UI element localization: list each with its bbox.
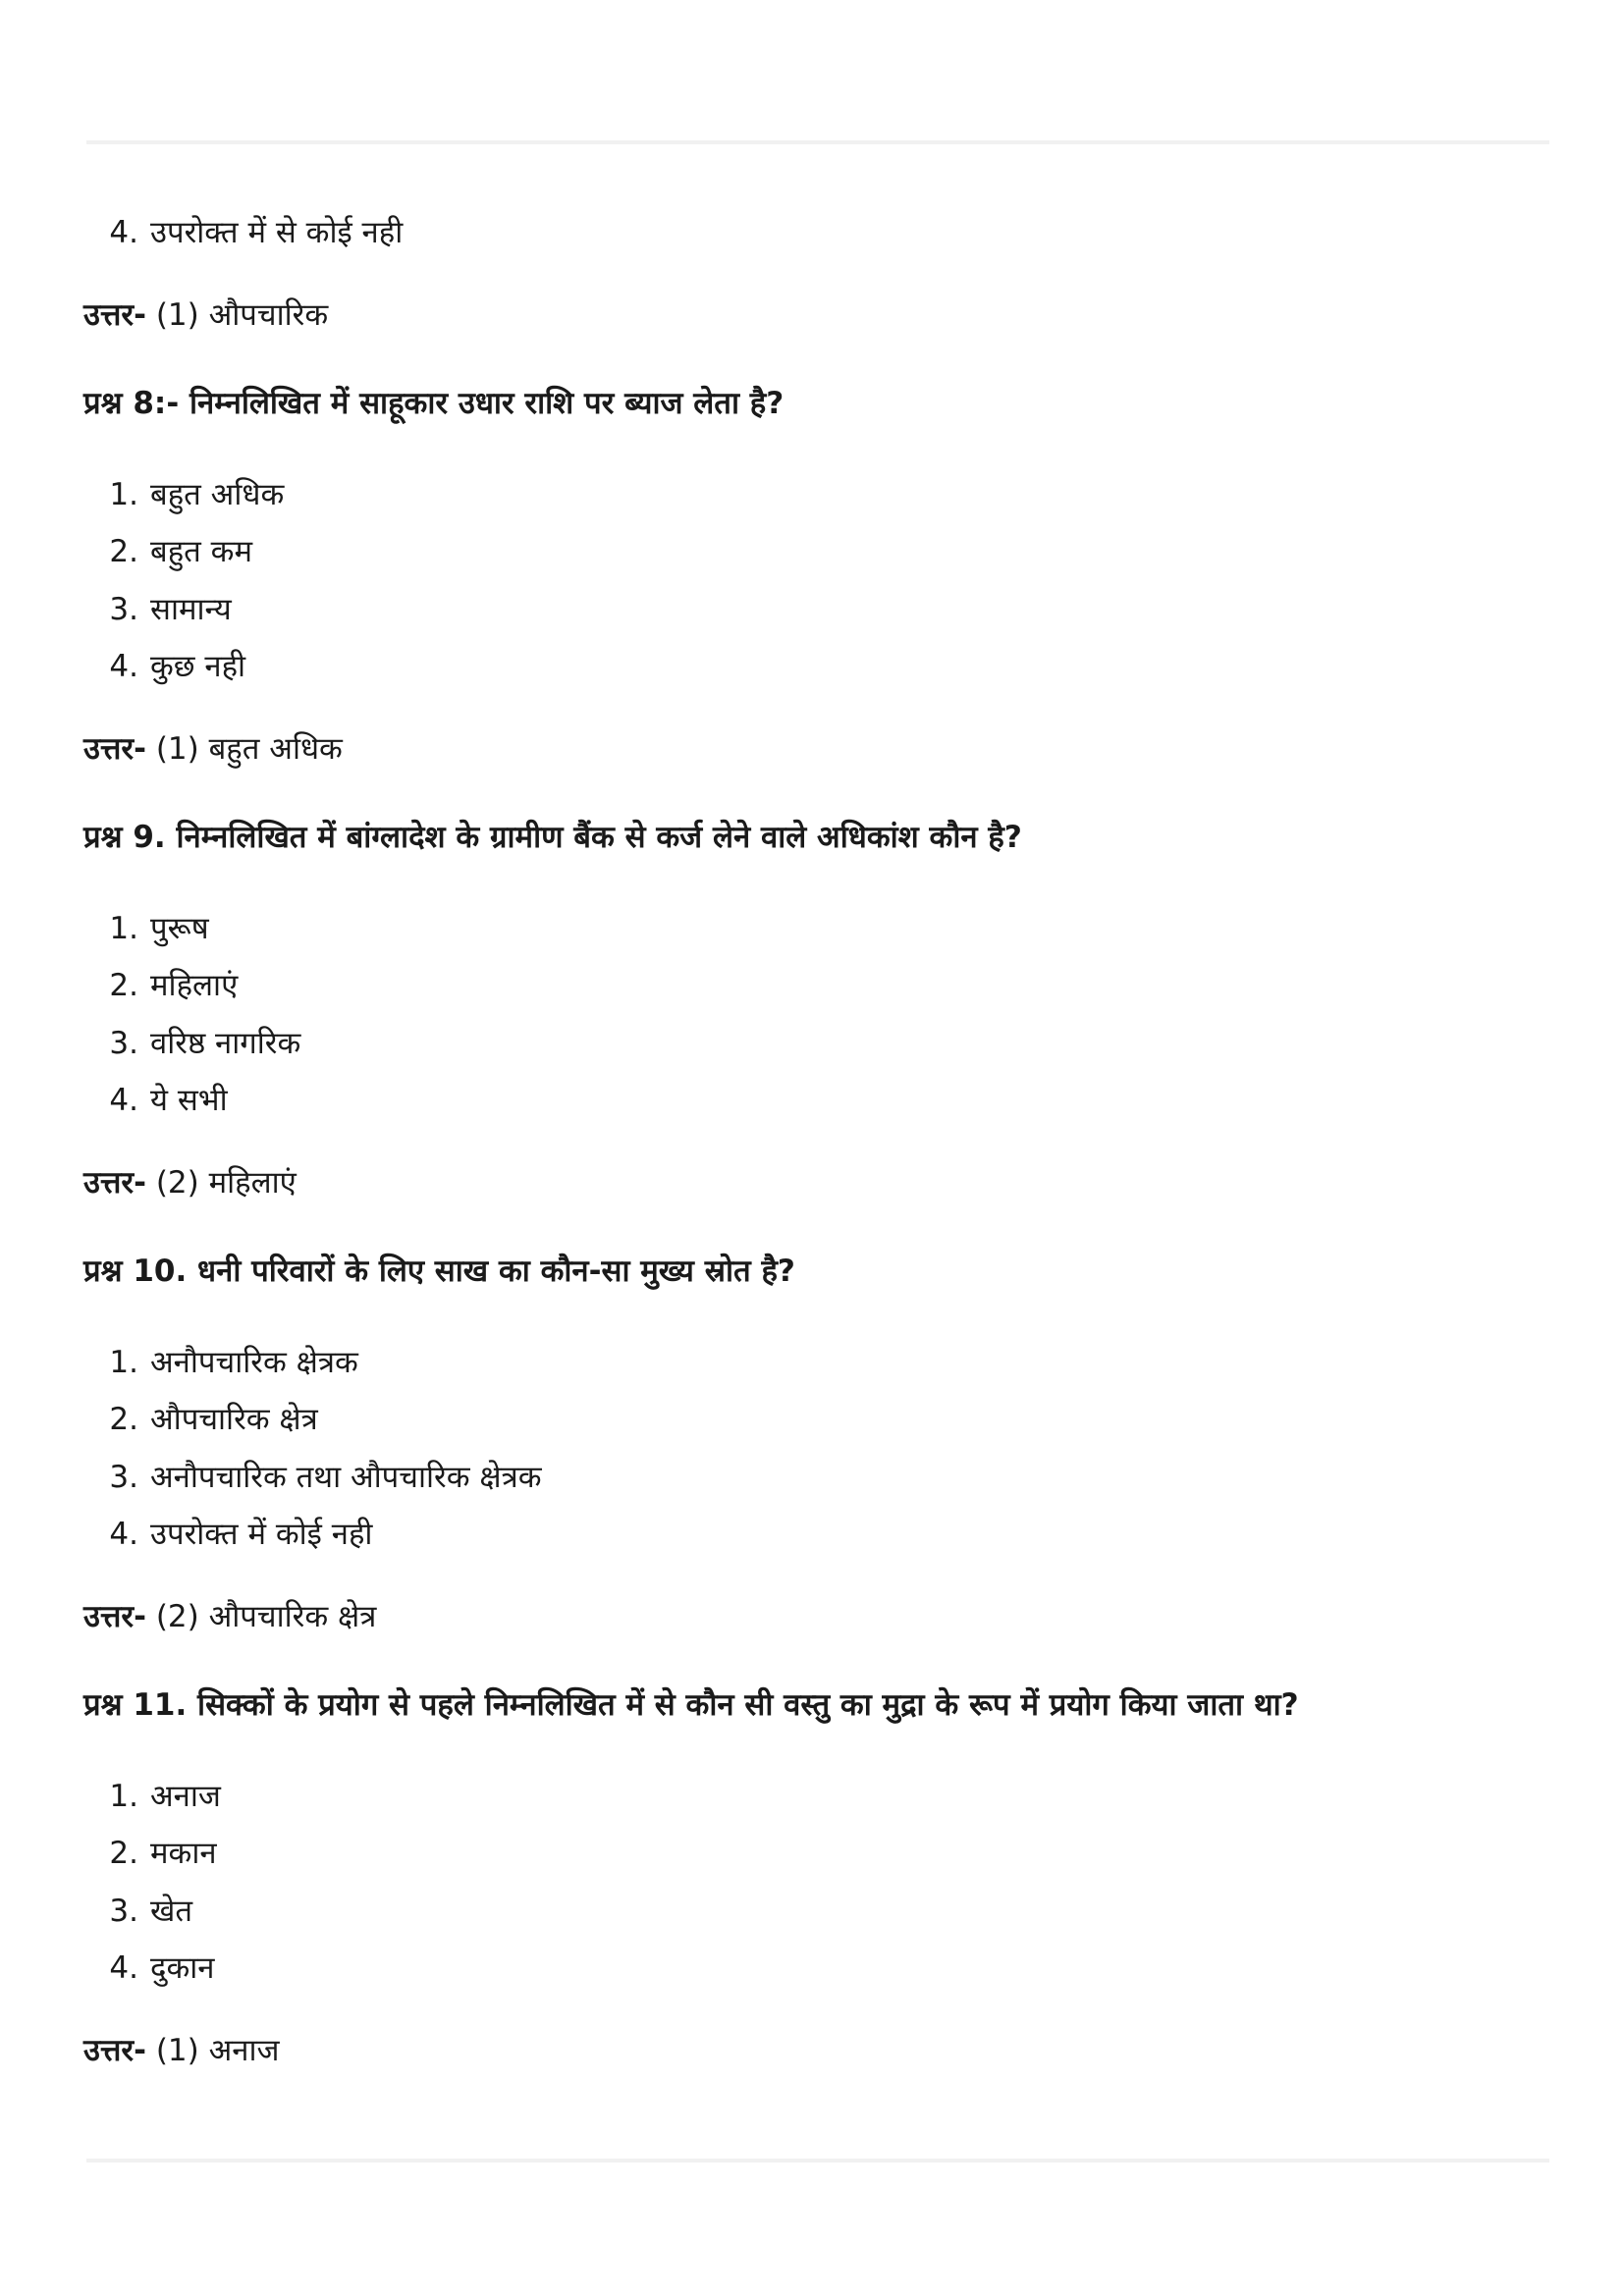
q9-question: प्रश्न 9. निम्नलिखित में बांग्लादेश के ग्रामीण बैंक से कर्ज लेने वाले अधिकांश कौन है?	[83, 819, 1022, 855]
option-number: 1.	[109, 476, 138, 512]
q8-question: प्रश्न 8:- निम्नलिखित में साहूकार उधार राशि पर ब्याज लेता है?	[83, 385, 784, 421]
option-number: 4.	[109, 1517, 138, 1552]
answer-text: (1) बहुत अधिक	[155, 730, 343, 767]
option-item	[83, 900, 1546, 958]
q10-answer	[83, 1593, 1546, 1640]
option-number: 3.	[109, 591, 138, 627]
option-item	[83, 1449, 1546, 1507]
answer-label: उत्तर-	[83, 1598, 146, 1634]
q7-answer	[83, 292, 1546, 339]
option-text: अनौपचारिक क्षेत्रक	[150, 1344, 358, 1380]
option-number: 4.	[109, 1950, 138, 1986]
option-item	[83, 1391, 1546, 1449]
option-number: 3.	[109, 1459, 138, 1495]
answer-label: उत्तर-	[83, 1164, 146, 1201]
option-item	[83, 581, 1546, 639]
option-number: 1.	[109, 910, 138, 946]
option-item	[83, 1072, 1546, 1130]
option-text: ये सभी	[150, 1083, 228, 1118]
answer-label: उत्तर-	[83, 730, 146, 767]
option-number: 2.	[109, 968, 138, 1003]
option-item	[83, 638, 1546, 696]
top-divider	[86, 140, 1549, 144]
q8-answer	[83, 725, 1546, 773]
bottom-divider	[86, 2159, 1549, 2163]
option-text: अनाज	[150, 1778, 221, 1814]
q7-options	[83, 204, 1546, 262]
option-item	[83, 204, 1546, 262]
option-item	[83, 523, 1546, 581]
option-text: उपरोक्त में कोई नही	[150, 1517, 373, 1552]
option-item	[83, 1768, 1546, 1826]
q8-options	[83, 466, 1546, 696]
option-text: औपचारिक क्षेत्र	[150, 1402, 318, 1437]
option-item	[83, 957, 1546, 1015]
option-number: 2.	[109, 1402, 138, 1437]
q10-question: प्रश्न 10. धनी परिवारों के लिए साख का कौन-सा मुख्य स्रोत है?	[83, 1253, 795, 1289]
answer-text: (2) औपचारिक क्षेत्र	[155, 1598, 377, 1634]
document-body	[83, 204, 1546, 2115]
q9-options	[83, 900, 1546, 1130]
option-number: 1.	[109, 1344, 138, 1380]
option-text: महिलाएं	[150, 968, 239, 1003]
option-text: अनौपचारिक तथा औपचारिक क्षेत्रक	[150, 1459, 542, 1495]
option-number: 1.	[109, 1778, 138, 1814]
answer-text: (2) महिलाएं	[155, 1164, 297, 1201]
q11-options	[83, 1768, 1546, 1998]
option-number: 3.	[109, 1025, 138, 1061]
option-text: वरिष्ठ नागरिक	[150, 1025, 301, 1061]
answer-label: उत्तर-	[83, 296, 146, 333]
answer-label: उत्तर-	[83, 2032, 146, 2068]
option-text: बहुत अधिक	[150, 476, 285, 512]
q10-options	[83, 1334, 1546, 1564]
option-number: 2.	[109, 1836, 138, 1871]
option-text: पुरूष	[150, 910, 209, 946]
option-number: 4.	[109, 649, 138, 684]
option-item	[83, 1015, 1546, 1073]
answer-text: (1) औपचारिक	[155, 296, 329, 333]
answer-text: (1) अनाज	[155, 2032, 280, 2068]
q11-answer	[83, 2027, 1546, 2074]
option-text: कुछ नही	[150, 649, 246, 684]
option-text: बहुत कम	[150, 534, 253, 569]
option-number: 4.	[109, 1083, 138, 1118]
option-item	[83, 466, 1546, 524]
q11-question: प्रश्न 11. सिक्कों के प्रयोग से पहले निम्नलिखित में से कौन सी वस्तु का मुद्रा के रूप में प्रयोग किया जाता था?	[83, 1686, 1299, 1723]
option-item	[83, 1940, 1546, 1998]
option-text: दुकान	[150, 1950, 215, 1986]
option-item	[83, 1506, 1546, 1564]
option-text: उपरोक्त में से कोई नही	[150, 215, 404, 250]
option-item	[83, 1334, 1546, 1392]
option-number: 2.	[109, 534, 138, 569]
option-text: मकान	[150, 1836, 217, 1871]
option-number: 4.	[109, 215, 138, 250]
q9-answer	[83, 1159, 1546, 1206]
option-text: सामान्य	[150, 591, 232, 627]
option-item	[83, 1883, 1546, 1941]
option-text: खेत	[150, 1893, 193, 1929]
option-number: 3.	[109, 1893, 138, 1929]
option-item	[83, 1825, 1546, 1883]
